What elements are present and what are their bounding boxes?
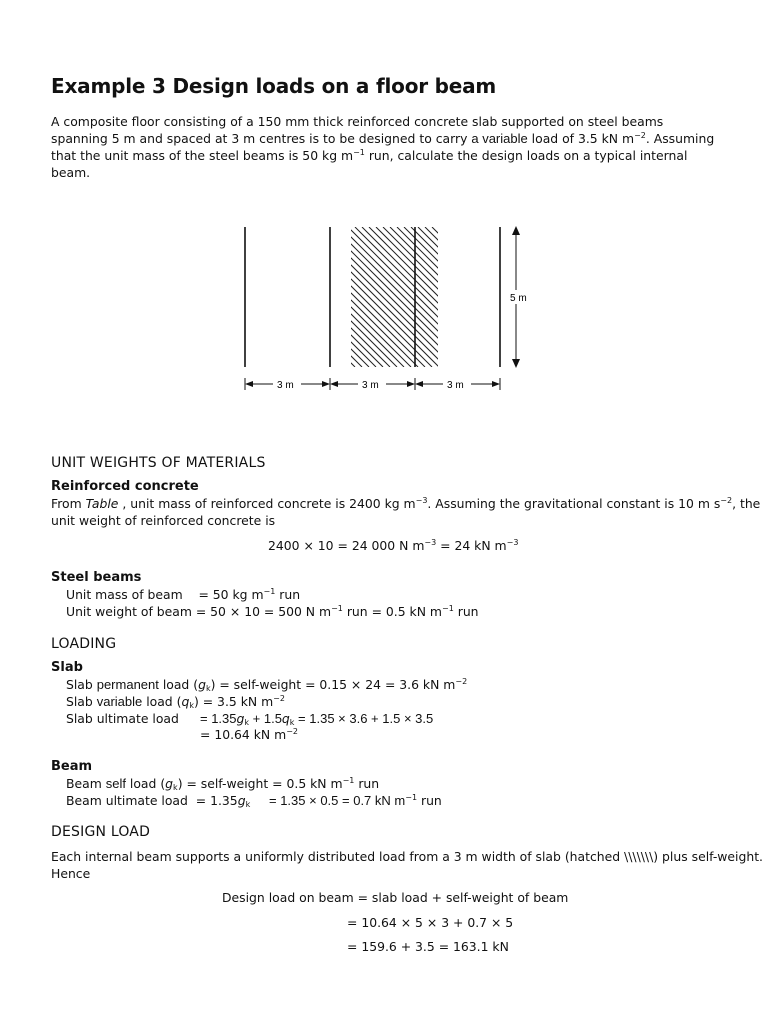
text: load ( bbox=[142, 694, 182, 709]
page-title: Example 3 Design loads on a floor beam bbox=[51, 74, 497, 98]
superscript: −1 bbox=[263, 587, 276, 596]
steel-line-1 bbox=[66, 587, 300, 603]
section-heading-design-load: DESIGN LOAD bbox=[51, 824, 151, 840]
superscript: −1 bbox=[405, 793, 418, 802]
superscript: −2 bbox=[720, 496, 733, 505]
text: run bbox=[354, 776, 380, 791]
design-paragraph-line-1: Each internal beam supports a uniformly distributed load from a 3 m width of slab (hatched \\\\\\\) plus self-weight. bbox=[51, 849, 764, 864]
symbol: q bbox=[181, 694, 190, 709]
design-equation-1: Design load on beam = slab load + self-weight of beam bbox=[222, 890, 569, 905]
hatch-line bbox=[231, 227, 362, 367]
intro-paragraph bbox=[51, 113, 719, 181]
text: ) = 3.5 kN m bbox=[193, 694, 274, 709]
floor-plan-diagram bbox=[231, 220, 531, 400]
slab-ultimate-equation bbox=[200, 711, 433, 727]
superscript: −3 bbox=[424, 538, 437, 547]
superscript: −1 bbox=[442, 604, 454, 613]
intro-emphasis: a variable bbox=[471, 131, 528, 146]
design-equation-3: = 159.6 + 3.5 = 163.1 kN bbox=[347, 939, 509, 954]
text: run = 0.5 kN m bbox=[342, 604, 442, 619]
subscript: k bbox=[245, 800, 251, 809]
subscript: k bbox=[205, 684, 211, 693]
superscript: −2 bbox=[455, 677, 468, 686]
text: load ( bbox=[158, 677, 199, 692]
symbol: g bbox=[165, 776, 174, 791]
subheading-slab: Slab bbox=[51, 660, 83, 675]
text: run bbox=[417, 793, 442, 808]
arrow-down-icon bbox=[512, 359, 520, 368]
text: Unit weight of beam = 50 × 10 = 500 N m bbox=[66, 604, 332, 619]
beam-line-1 bbox=[66, 776, 379, 792]
hatched-slab-region bbox=[231, 227, 531, 367]
text: Beam bbox=[66, 776, 106, 791]
text: Slab bbox=[66, 694, 97, 709]
superscript: −2 bbox=[634, 131, 646, 140]
intro-text: A composite floor consisting of a 150 mm thick reinforced concrete slab supported on steel beams spanning 5 m and spaced at 3 m centres is to be designed to carry bbox=[51, 114, 664, 146]
beam-ultimate-label bbox=[66, 793, 250, 809]
spacing-label: 3 m bbox=[277, 380, 294, 391]
text: = 1.35 × 0.5 = 0.7 kN m bbox=[269, 793, 406, 808]
subscript: k bbox=[173, 783, 178, 792]
text: , the bbox=[732, 496, 761, 511]
emphasis: variable bbox=[96, 694, 143, 709]
subheading-beam: Beam bbox=[51, 759, 93, 774]
emphasis: self bbox=[105, 776, 126, 791]
text: = 1.35 × 3.6 + 1.5 × 3.5 bbox=[294, 711, 434, 726]
span-label: 5 m bbox=[510, 293, 527, 304]
emphasis: permanent bbox=[96, 677, 159, 692]
subscript: k bbox=[244, 718, 250, 727]
section-heading-unit-weights: UNIT WEIGHTS OF MATERIALS bbox=[51, 455, 266, 471]
superscript: −2 bbox=[273, 694, 285, 703]
spacing-label: 3 m bbox=[447, 380, 464, 391]
steel-line-2 bbox=[66, 604, 479, 620]
section-heading-loading: LOADING bbox=[51, 636, 117, 652]
text: ) = self-weight = 0.5 kN m bbox=[177, 776, 343, 791]
table-reference: Table bbox=[85, 496, 119, 511]
intro-text: run, calculate the design loads on a typical internal beam. bbox=[51, 148, 688, 180]
symbol: g bbox=[198, 677, 206, 692]
superscript: −3 bbox=[506, 538, 519, 547]
beam-ultimate-equation bbox=[269, 793, 442, 809]
design-paragraph-line-2: Hence bbox=[51, 866, 91, 881]
spacing-label: 3 m bbox=[362, 380, 379, 391]
subheading-steel-beams: Steel beams bbox=[51, 570, 142, 585]
superscript: −1 bbox=[353, 148, 365, 157]
text: , unit mass of reinforced concrete is 2400 kg m bbox=[118, 496, 416, 511]
text: 2400 × 10 = 24 000 N m bbox=[268, 538, 425, 553]
hatch-line bbox=[231, 227, 369, 367]
slab-line-1 bbox=[66, 677, 467, 693]
rc-equation bbox=[268, 538, 518, 554]
text: . Assuming the gravitational constant is 10 m s bbox=[427, 496, 721, 511]
text: + 1.5 bbox=[249, 711, 282, 726]
superscript: −1 bbox=[342, 776, 355, 785]
text: Unit mass of beam = 50 kg m bbox=[66, 587, 264, 602]
subscript: k bbox=[189, 701, 194, 710]
rc-line-1 bbox=[51, 496, 760, 512]
text: load ( bbox=[125, 776, 166, 791]
subscript: k bbox=[289, 718, 295, 727]
symbol: g bbox=[236, 711, 245, 726]
hatch-line bbox=[231, 227, 355, 367]
subheading-reinforced-concrete: Reinforced concrete bbox=[51, 479, 199, 494]
intro-text: . Assuming that the unit mass of the steel beams is 50 kg m bbox=[51, 131, 715, 163]
text: ) = self-weight = 0.15 × 24 = 3.6 kN m bbox=[210, 677, 456, 692]
symbol: g bbox=[237, 793, 246, 808]
slab-ultimate-label: Slab ultimate load bbox=[66, 711, 179, 726]
hatch-line bbox=[231, 227, 341, 367]
symbol: q bbox=[281, 711, 290, 726]
text: = 24 kN m bbox=[436, 538, 507, 553]
text: run bbox=[453, 604, 479, 619]
rc-line-2: unit weight of reinforced concrete is bbox=[51, 513, 276, 528]
text: From bbox=[51, 496, 86, 511]
slab-line-2 bbox=[66, 694, 285, 710]
text: run bbox=[275, 587, 301, 602]
text: Beam ultimate load = 1.35 bbox=[66, 793, 238, 808]
arrow-up-icon bbox=[512, 226, 520, 235]
slab-ultimate-result bbox=[200, 727, 298, 743]
text: = 1.35 bbox=[200, 711, 237, 726]
text: Slab bbox=[66, 677, 97, 692]
design-equation-2: = 10.64 × 5 × 3 + 0.7 × 5 bbox=[347, 915, 514, 930]
superscript: −1 bbox=[331, 604, 343, 613]
intro-text: load of 3.5 kN m bbox=[527, 131, 635, 146]
superscript: −2 bbox=[286, 727, 298, 736]
superscript: −3 bbox=[415, 496, 428, 505]
text: = 10.64 kN m bbox=[200, 727, 287, 742]
